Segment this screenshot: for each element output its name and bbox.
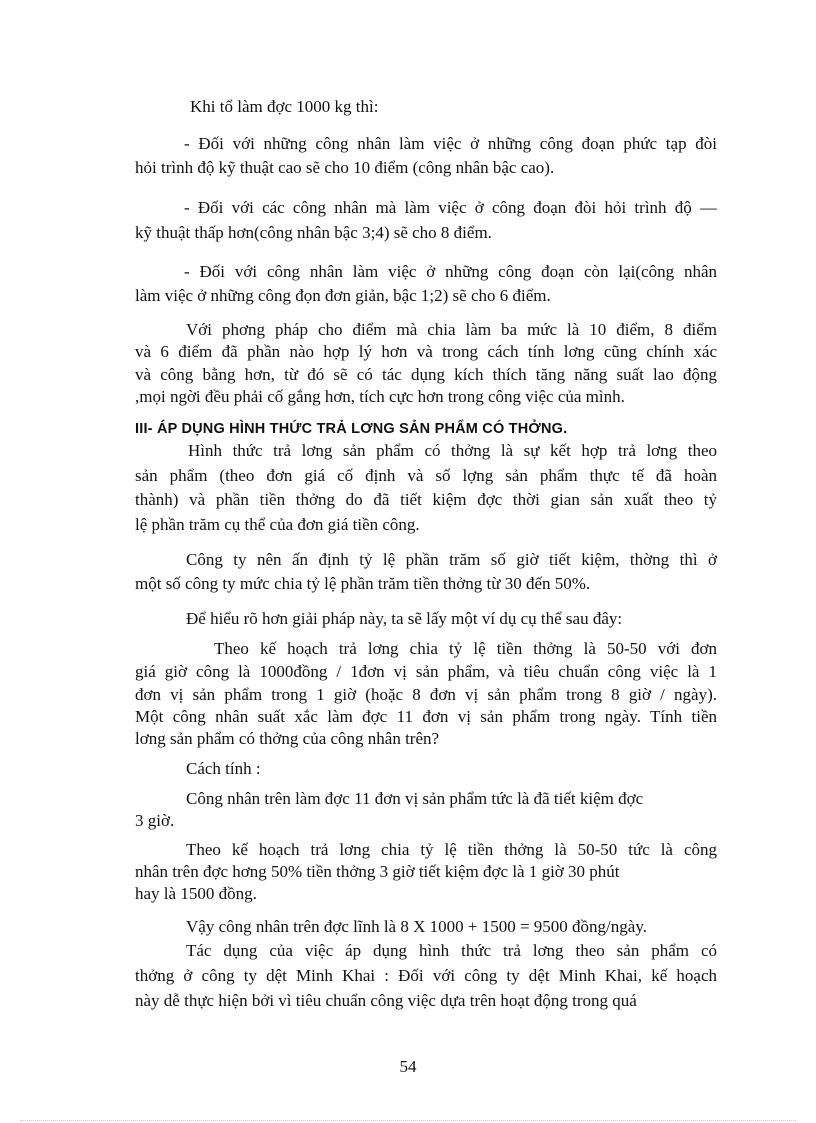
text-line: hay là 1500 đồng. [135, 884, 257, 903]
text-line: nhân trên đợc hơng 50% tiền thởng 3 giờ tiết kiệm đợc là 1 giờ 30 phút [135, 862, 620, 881]
text-line: Theo kế hoạch trả lơng chia tỷ lệ tiền thởng là 50-50 tức là công [186, 840, 717, 859]
footer-divider [20, 1120, 796, 1121]
text-line: lệ phần trăm cụ thể của đơn giá tiền công. [135, 515, 420, 534]
text-line: Công ty nên ấn định tỷ lệ phần trăm số giờ tiết kiệm, thờng thì ở [186, 550, 717, 569]
text-line: - Đối với công nhân làm việc ở những công đoạn còn lại(công nhân [184, 262, 717, 281]
text-line: Cách tính : [186, 759, 261, 778]
text-line: Theo kế hoạch trả lơng chia tỷ lệ tiền thởng là 50-50 với đơn [214, 639, 717, 658]
text-line: một số công ty mức chia tỷ lệ phần trăm tiền thởng từ 30 đến 50%. [135, 574, 591, 593]
text-line: Để hiểu rõ hơn giải pháp này, ta sẽ lấy một ví dụ cụ thể sau đây: [186, 609, 623, 628]
text-line: giá giờ công là 1000đồng / 1đơn vị sản phẩm, và tiêu chuẩn công việc là 1 [135, 662, 717, 681]
text-line: - Đối với những công nhân làm việc ở những công đoạn phức tạp đòi [184, 134, 717, 153]
text-line: Công nhân trên làm đợc 11 đơn vị sản phẩm tức là đã tiết kiệm đợc [186, 789, 644, 808]
text-line: Với phơng pháp cho điểm mà chia làm ba mức là 10 điểm, 8 điểm [186, 320, 717, 339]
text-line: và 6 điểm đã phần nào hợp lý hơn và trong cách tính lơng cũng chính xác [135, 342, 717, 361]
text-line: 3 giờ. [135, 811, 175, 830]
text-line: lơng sản phẩm có thởng của công nhân trên? [135, 729, 440, 748]
text-line: kỹ thuật thấp hơn(công nhân bậc 3;4) sẽ cho 8 điểm. [135, 223, 492, 242]
text-line: làm việc ở những công đọn đơn giản, bậc 1;2) sẽ cho 6 điểm. [135, 286, 551, 305]
page-number: 54 [399, 1057, 417, 1076]
text-line: Một công nhân suất xắc làm đợc 11 đơn vị sản phẩm trong ngày. Tính tiền [135, 707, 717, 726]
text-line: - Đối với các công nhân mà làm việc ở công đoạn đòi hỏi trình độ — [184, 198, 717, 217]
text-line: sản phẩm (theo đơn giá cố định và số lợng sản phẩm thực tế đã hoàn [135, 466, 717, 485]
text-line: ,mọi ngời đều phải cố gắng hơn, tích cực hơn trong công việc của mình. [135, 387, 625, 406]
text-line: hỏi trình độ kỹ thuật cao sẽ cho 10 điểm (công nhân bậc cao). [135, 158, 555, 177]
text-line: thởng ở công ty dệt Minh Khai : Đối với công ty dệt Minh Khai, kế hoạch [135, 966, 717, 985]
text-line: Khi tổ làm đợc 1000 kg thì: [190, 97, 379, 116]
text-line: và công bằng hơn, từ đó sẽ có tác dụng kích thích tăng năng suất lao động [135, 365, 717, 384]
section-heading: III- ÁP DỤNG HÌNH THỨC TRẢ LƠNG SẢN PHẨM CÓ THỞNG. [135, 421, 568, 437]
text-line: đơn vị sản phẩm trong 1 giờ (hoặc 8 đơn vị sản phẩm trong 8 giờ / ngày). [135, 685, 717, 704]
text-line: thành) và phần tiền thởng do đã tiết kiệm đợc thời gian sản xuất theo tỷ [135, 490, 717, 509]
text-line: Hình thức trả lơng sản phẩm có thởng là sự kết hợp trả lơng theo [188, 441, 717, 460]
text-line: này dễ thực hiện bởi vì tiêu chuẩn công việc dựa trên hoạt động trong quá [135, 991, 637, 1010]
text-line: Tác dụng của việc áp dụng hình thức trả lơng theo sản phẩm có [186, 941, 717, 960]
text-line: Vậy công nhân trên đợc lĩnh là 8 X 1000 + 1500 = 9500 đồng/ngày. [186, 917, 647, 936]
